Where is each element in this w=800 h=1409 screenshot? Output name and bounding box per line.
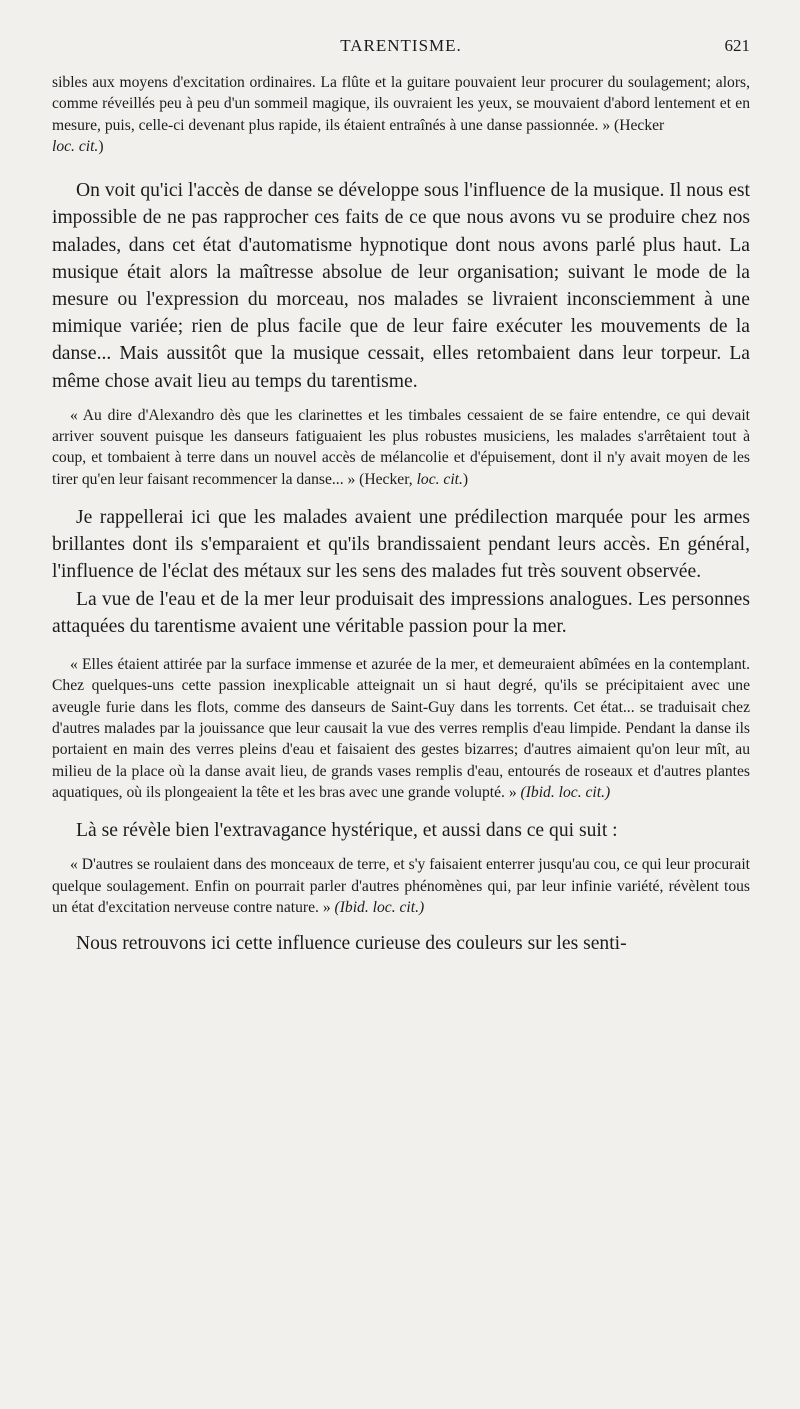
paragraph-water-sea: La vue de l'eau et de la mer leur produisait des impressions analogues. Les personnes attaquées du tarentisme avaient une véritable passion pour la mer. xyxy=(52,588,750,637)
citation: loc. cit. xyxy=(416,470,463,488)
quote-hecker-1 xyxy=(52,72,750,157)
paragraph-weapons: Je rappellerai ici que les malades avaient une prédilection marquée pour les armes brillantes dont ils s'emparaient et qu'ils brandissaient pendant leurs accès. En général, l'influence de l'éclat des métaux sur les sens des malades fut très souvent observée. xyxy=(52,507,750,583)
quote-sea-passion xyxy=(52,654,750,803)
quote-text: « Au dire d'Alexandro dès que les clarinettes et les timbales cessaient de se faire entendre, ce qui devait arriver souvent puisque les danseurs fatiguaient les plus robustes musiciens, les malades s'arrêtaient tout à coup, et tombaient à terre dans un nouvel accès de mélancolie et d'épuisement, dont il n'y avait moyen de les tirer qu'en leur faisant recommencer la danse... » (Hecker, xyxy=(52,406,750,488)
quote-earth-burial xyxy=(52,854,750,918)
quote-text: « Elles étaient attirée par la surface immense et azurée de la mer, et demeuraient abîmées en la contemplant. Chez quelques-uns cette passion inexplicable atteignait un si haut degré, qu'ils se précipitaient avec une aveugle furie dans les flots, comme des danseurs de Saint-Guy dans les torrents. Cet état... se traduisait chez d'autres malades par la jouissance que leur causait la vue des verres remplis d'eau limpide. Pendant la danse ils portaient en main des verres pleins d'eau et faisaient des gestes bizarres; d'autres aimaient qu'on leur mît, au milieu de la place où la danse avait lieu, de grands vases remplis d'eau, entourés de roseaux et d'autres plantes aquatiques, où ils plongeaient la tête et les bras avec une grande volupté. » xyxy=(52,656,750,801)
quote-text: sibles aux moyens d'excitation ordinaires. La flûte et la guitare pouvaient leur procurer du soulagement; alors, comme réveillés peu à peu d'un sommeil magique, ils ouvraient les yeux, se mouvaient d'abord lentement et en mesure, puis, celle-ci devenant plus rapide, ils étaient entraînés à une danse passionnée. » (Hecker xyxy=(52,74,750,134)
citation: (Ibid. loc. cit.) xyxy=(520,783,611,801)
paragraph-hysteria: Là se révèle bien l'extravagance hystérique, et aussi dans ce qui suit : xyxy=(76,820,618,842)
citation: (Ibid. loc. cit.) xyxy=(334,898,425,916)
page-number: 621 xyxy=(724,36,750,55)
citation-suffix: ) xyxy=(462,470,469,488)
quote-alexandro xyxy=(52,405,750,490)
paragraph-colors: Nous retrouvons ici cette influence curieuse des couleurs sur les senti- xyxy=(76,933,627,955)
paragraph-music-influence: On voit qu'ici l'accès de danse se développe sous l'influence de la musique. Il nous est impossible de ne pas rapprocher ces faits de ce que nous avons vu se produire chez nos malades, dans cet état d'automatisme hypnotique dont nous avons parlé plus haut. La musique était alors la maîtresse absolue de leur organisation; suivant le mode de la mesure ou l'expression du morceau, nos malades se livraient inconsciemment à une mimique variée; rien de plus facile que de leur faire exécuter les mouvements de la danse... Mais aussitôt que la musique cessait, elles retombaient dans leur torpeur. La même chose avait lieu au temps du tarentisme. xyxy=(52,180,750,392)
running-title: TARENTISME. xyxy=(340,36,462,55)
running-head xyxy=(52,0,750,60)
citation-suffix: ) xyxy=(98,137,104,155)
quote-text: « D'autres se roulaient dans des monceaux de terre, et s'y faisaient enterrer jusqu'au cou, ce qui leur procurait quelque soulagement. Enfin on pourrait parler d'autres phénomènes qui, par leur infinie variété, révèlent tous un état d'excitation nerveuse contre nature. » xyxy=(52,856,750,916)
citation: loc. cit. xyxy=(52,137,99,155)
